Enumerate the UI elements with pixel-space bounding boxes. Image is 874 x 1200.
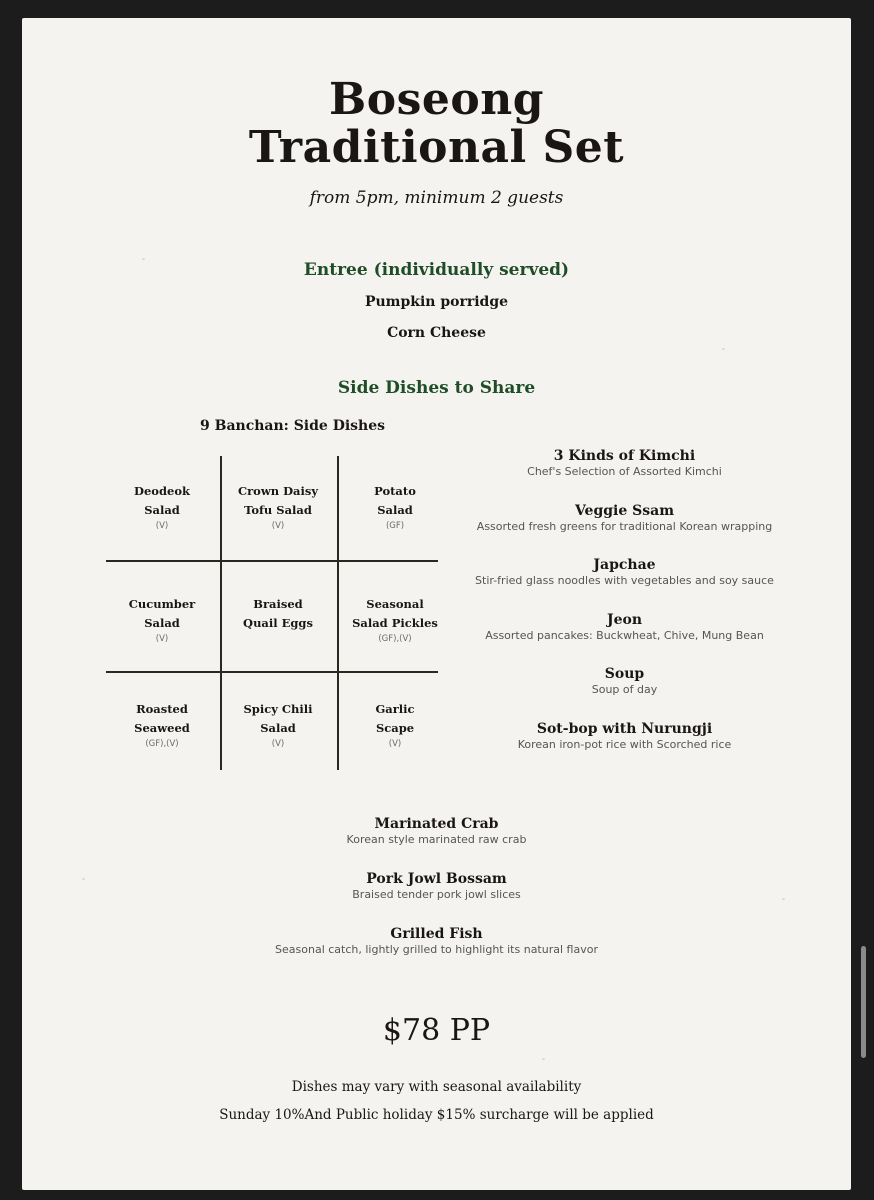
entree-heading: Entree (individually served) — [303, 260, 570, 280]
dish-description: Stir-fried glass noodles with vegetables and soy sauce — [475, 574, 774, 587]
dish-name: Japchae — [593, 557, 656, 573]
dish-name: Jeon — [606, 612, 643, 628]
dish-name: Grilled Fish — [390, 926, 483, 942]
banchan-tag: (GF) — [385, 521, 405, 531]
dish-pork-jowl-bossam — [22, 871, 851, 901]
banchan-cell-roasted-seaweed — [104, 700, 220, 749]
dish-sot-bop — [472, 721, 777, 751]
banchan-name: Deodeok Salad — [134, 484, 190, 517]
scrollbar-thumb[interactable] — [861, 946, 866, 1058]
banchan-cell-quail-eggs — [220, 595, 336, 634]
banchan-cell-cucumber-salad — [104, 595, 220, 644]
dish-soup — [472, 666, 777, 696]
price: $78 PP — [382, 1013, 491, 1048]
banchan-tag: (V) — [271, 739, 285, 749]
dish-name: 3 Kinds of Kimchi — [553, 448, 696, 464]
banchan-name: Spicy Chili Salad — [243, 702, 313, 735]
entree-item: Corn Cheese — [387, 325, 486, 341]
dish-name: Veggie Ssam — [574, 503, 675, 519]
banchan-name: Braised Quail Eggs — [243, 597, 313, 630]
banchan-tag: (V) — [271, 521, 285, 531]
dish-description: Chef's Selection of Assorted Kimchi — [527, 465, 722, 478]
dish-description: Assorted pancakes: Buckwheat, Chive, Mung Bean — [485, 629, 764, 642]
dish-description: Korean iron-pot rice with Scorched rice — [517, 738, 732, 751]
side-dishes-heading: Side Dishes to Share — [337, 378, 536, 398]
dish-name: Sot-bop with Nurungji — [536, 721, 713, 737]
dish-name: Soup — [604, 666, 645, 682]
dish-marinated-crab — [22, 816, 851, 846]
grid-divider — [106, 560, 438, 562]
banchan-tag: (V) — [155, 521, 169, 531]
banchan-cell-crown-daisy — [220, 482, 336, 531]
banchan-name: Potato Salad — [374, 484, 416, 517]
banchan-title: 9 Banchan: Side Dishes — [200, 418, 386, 434]
dish-japchae — [472, 557, 777, 587]
banchan-cell-spicy-chili — [220, 700, 336, 749]
grid-divider — [106, 671, 438, 673]
menu-title-line-1: Boseong — [329, 74, 544, 125]
banchan-tag: (V) — [155, 634, 169, 644]
banchan-tag: (V) — [388, 739, 402, 749]
dish-description: Soup of day — [591, 683, 658, 696]
dish-description: Seasonal catch, lightly grilled to highlight its natural flavor — [275, 943, 598, 956]
dish-veggie-ssam — [472, 503, 777, 533]
entree-item: Pumpkin porridge — [364, 294, 509, 310]
menu-subtitle: from 5pm, minimum 2 guests — [309, 188, 564, 208]
dish-name: Pork Jowl Bossam — [366, 871, 507, 887]
banchan-name: Seasonal Salad Pickles — [352, 597, 438, 630]
banchan-cell-potato-salad — [337, 482, 453, 531]
dish-description: Assorted fresh greens for traditional Korean wrapping — [476, 520, 773, 533]
menu-title-line-2: Traditional Set — [248, 122, 625, 173]
dish-jeon — [472, 612, 777, 642]
banchan-cell-garlic-scape — [337, 700, 453, 749]
banchan-cell-salad-pickles — [337, 595, 453, 644]
banchan-name: Crown Daisy Tofu Salad — [237, 484, 319, 517]
dish-grilled-fish — [22, 926, 851, 956]
footer-note-seasonal: Dishes may vary with seasonal availability — [291, 1079, 582, 1095]
banchan-name: Roasted Seaweed — [134, 702, 190, 735]
banchan-cell-deodeok-salad — [104, 482, 220, 531]
dish-description: Braised tender pork jowl slices — [352, 888, 521, 901]
menu-page — [22, 18, 851, 1190]
footer-note-surcharge: Sunday 10%And Public holiday $15% surcharge will be applied — [219, 1107, 654, 1123]
banchan-name: Garlic Scape — [375, 702, 415, 735]
banchan-tag: (GF),(V) — [145, 739, 179, 749]
dish-kimchi — [472, 448, 777, 478]
banchan-name: Cucumber Salad — [128, 597, 196, 630]
dish-name: Marinated Crab — [374, 816, 499, 832]
banchan-tag: (GF),(V) — [378, 634, 412, 644]
dish-description: Korean style marinated raw crab — [346, 833, 527, 846]
